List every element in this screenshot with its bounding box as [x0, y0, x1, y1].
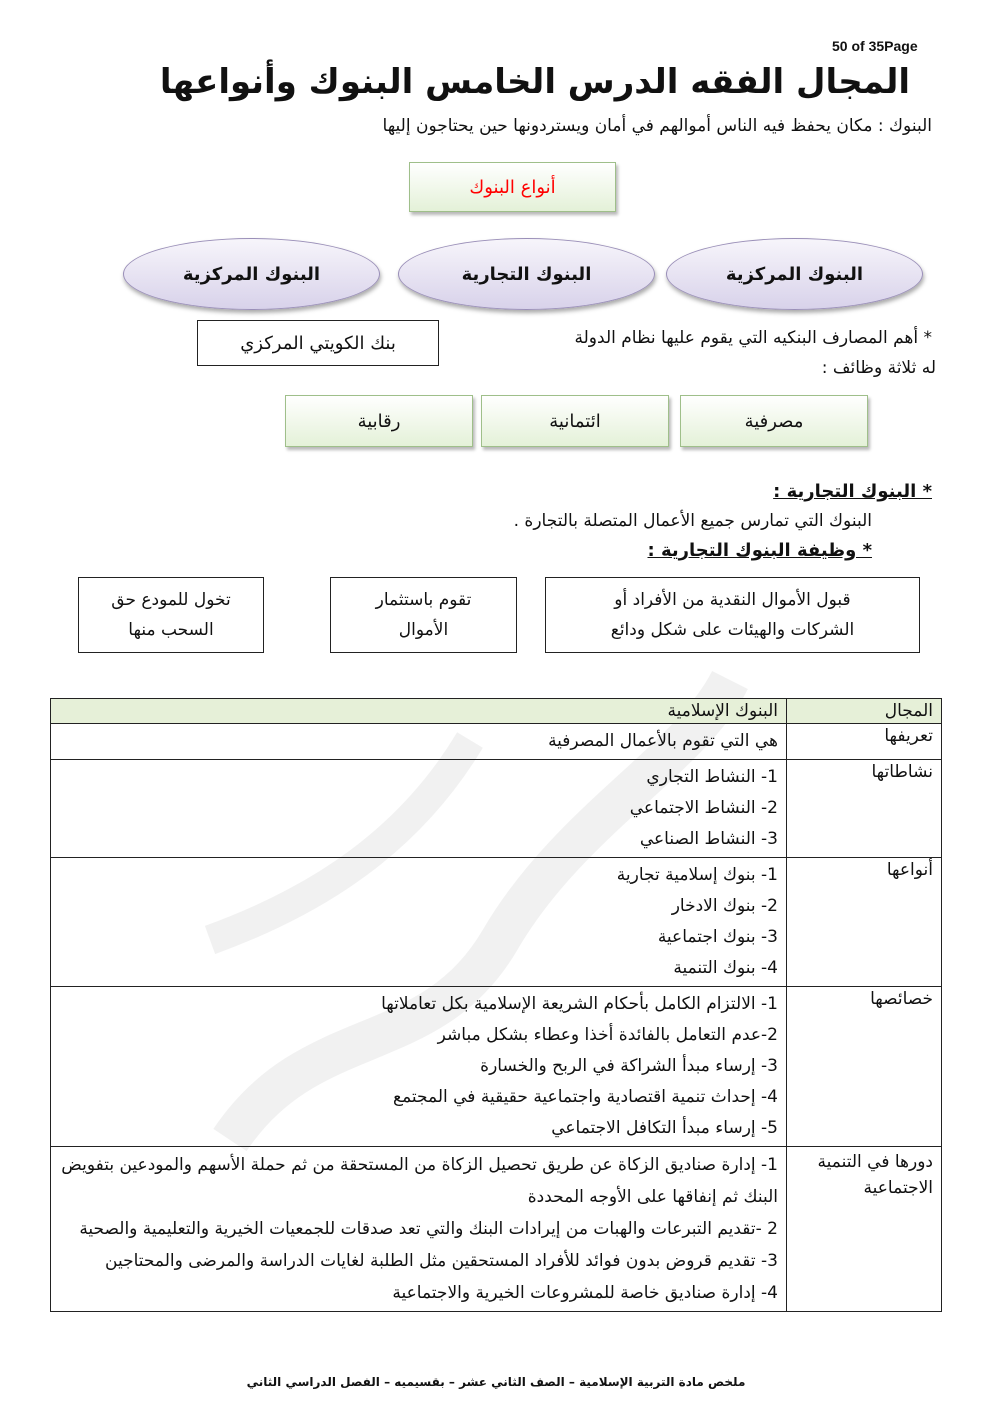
row-content	[51, 987, 787, 1147]
list-item: 1- إدارة صناديق الزكاة عن طريق تحصيل الزكاة من المستحقة من ثم حملة الأسهم والمودعين بتفويض البنك ثم إنفاقها على الأوجه المحددة	[61, 1155, 778, 1207]
commercial-function-deposits: قبول الأموال النقدية من الأفراد أو الشركات والهيئات على شكل ودائع	[545, 577, 920, 653]
list-item: 2 -تقديم التبرعات والهبات من إيرادات البنك والتي تعد صدقات للجمعيات الخيرية والتعليمية والصحية	[79, 1219, 778, 1239]
table-header-field: المجال	[787, 699, 942, 724]
commercial-function-investment: تقوم باستثمار الأموال	[330, 577, 517, 653]
bank-type-oval-3: البنوك المركزية	[123, 238, 380, 310]
list-item: 5- إرساء مبدأ التكافل الاجتماعي	[551, 1118, 778, 1138]
row-content	[51, 760, 787, 858]
commercial-function-withdrawal: تخول للمودع حق السحب منها	[78, 577, 264, 653]
row-field-types: أنواعها	[787, 858, 942, 987]
row-field-definition: تعريفها	[787, 724, 942, 760]
list-item: 3- النشاط الصناعي	[639, 829, 778, 849]
central-function-regulatory: رقابية	[285, 395, 473, 447]
list-item: 2- النشاط الاجتماعي	[629, 798, 778, 818]
commercial-functions-heading: * وظيفة البنوك التجارية :	[647, 540, 872, 561]
list-item: 3- بنوك اجتماعية	[657, 927, 778, 947]
row-content	[51, 724, 787, 760]
table-row	[51, 760, 942, 858]
row-content	[51, 858, 787, 987]
islamic-banks-table	[50, 698, 942, 1312]
page-title: المجال الفقه الدرس الخامس البنوك وأنواعها	[159, 62, 910, 102]
bank-type-oval-2: البنوك التجارية	[398, 238, 655, 310]
table-row	[51, 1147, 942, 1312]
table-row	[51, 724, 942, 760]
central-function-banking: مصرفية	[680, 395, 868, 447]
banks-definition: البنوك : مكان يحفظ فيه الناس أموالهم في أمان ويستردونها حين يحتاجون إليها	[382, 116, 932, 136]
list-item: 1- النشاط التجاري	[646, 767, 778, 787]
page-number: 50 of 35Page	[832, 38, 918, 54]
list-item: 3- إرساء مبدأ الشراكة في الربح والخسارة	[480, 1056, 778, 1076]
bank-type-oval-1: البنوك المركزية	[666, 238, 923, 310]
page-footer: ملخص مادة التربية الإسلامية – الصف الثاني عشر – بقسيميه – الفصل الدراسي الثاني	[246, 1375, 746, 1389]
central-bank-functions-intro: له ثلاثة وظائف :	[821, 358, 936, 378]
row-field-social-role: دورها في التنمية الاجتماعية	[787, 1147, 942, 1312]
commercial-banks-heading: * البنوك التجارية :	[773, 481, 932, 502]
list-item: 4- إحداث تنمية اقتصادية واجتماعية حقيقية في المجتمع	[393, 1087, 778, 1107]
row-field-characteristics: خصائصها	[787, 987, 942, 1147]
list-item: 1- الالتزام الكامل بأحكام الشريعة الإسلامية بكل تعاملاتها	[381, 994, 778, 1014]
list-item: هي التي تقوم بالأعمال المصرفية	[548, 731, 778, 751]
bank-types-header: أنواع البنوك	[409, 162, 616, 212]
central-bank-description: * أهم المصارف البنكيه التي يقوم عليها نظام الدولة	[574, 328, 932, 348]
list-item: 3- تقديم قروض بدون فوائد للأفراد المستحقين مثل الطلبة لغايات الدراسة والمرضى والمحتاجين	[105, 1251, 778, 1271]
list-item: 2- بنوك الادخار	[671, 896, 778, 916]
row-content	[51, 1147, 787, 1312]
row-field-activities: نشاطاتها	[787, 760, 942, 858]
list-item: 4- إدارة صناديق خاصة للمشروعات الخيرية والاجتماعية	[392, 1283, 778, 1303]
list-item: 2-عدم التعامل بالفائدة أخذا وعطاء بشكل مباشر	[437, 1025, 778, 1045]
list-item: 4- بنوك التنمية	[673, 958, 778, 978]
table-header-islamic-banks: البنوك الإسلامية	[51, 699, 787, 724]
list-item: 1- بنوك إسلامية تجارية	[616, 865, 778, 885]
table-row	[51, 858, 942, 987]
table-header-row	[51, 699, 942, 724]
commercial-banks-definition: البنوك التي تمارس جميع الأعمال المتصلة بالتجارة .	[513, 511, 872, 531]
central-function-credit: ائتمانية	[481, 395, 669, 447]
central-bank-example: بنك الكويتي المركزي	[197, 320, 439, 366]
table-row	[51, 987, 942, 1147]
